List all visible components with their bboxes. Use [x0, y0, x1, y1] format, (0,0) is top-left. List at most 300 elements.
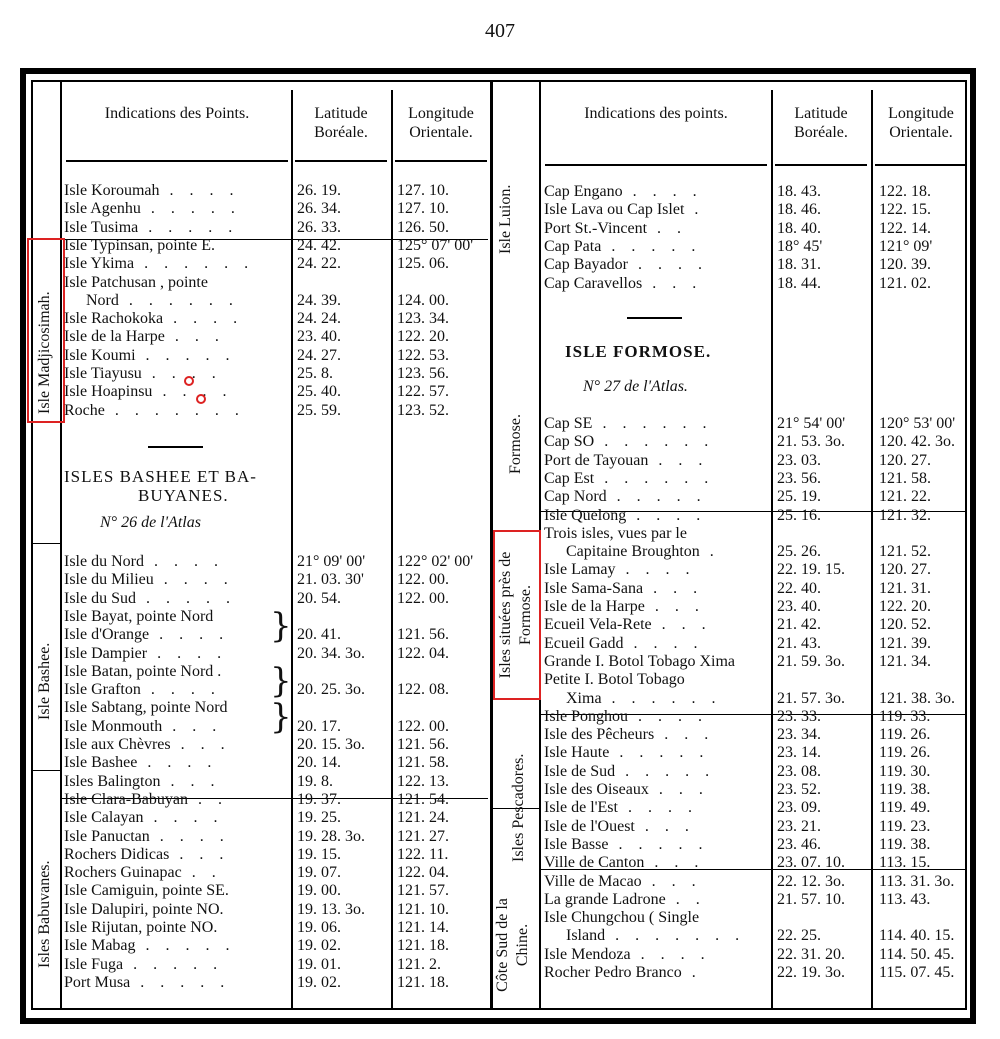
leader-dots: . . . . — [147, 644, 228, 662]
table-row — [0, 309, 1000, 328]
place-name — [544, 219, 770, 238]
leader-dots: . . . . . — [135, 937, 236, 955]
leader-dots: . . . . . — [130, 973, 231, 991]
latitude-value: 23. 46. — [777, 835, 821, 853]
latitude-value: 19. 8. — [297, 772, 333, 790]
place-name-text: Isle Lava ou Cap Islet — [544, 201, 685, 219]
longitude-value: 121. 31. — [879, 579, 931, 597]
group-label-pescadores: Isles Pescadores. — [510, 753, 527, 862]
place-name — [544, 762, 770, 781]
place-name — [544, 835, 770, 854]
place-name — [544, 469, 770, 488]
longitude-value: 121° 09' — [879, 237, 933, 255]
latitude-value: 18. 46. — [777, 201, 821, 219]
longitude-value: 121. 34. — [879, 652, 931, 670]
place-name — [544, 634, 770, 653]
longitude-value: 119. 23. — [879, 817, 931, 835]
table-row — [0, 274, 1000, 293]
table-row — [0, 579, 1000, 598]
place-name-text: Isle Grafton — [64, 681, 141, 699]
place-name — [544, 890, 770, 909]
longitude-value: 121. 2. — [397, 955, 441, 973]
group-label-pres-formose-text: Isles situées près de Formose. — [497, 551, 534, 679]
place-name-text: Roche — [64, 401, 105, 419]
latitude-value: 21° 54' 00' — [777, 415, 846, 432]
leader-dots: . . — [181, 864, 222, 882]
latitude-value: 21. 03. 30' — [297, 571, 364, 589]
latitude-value: 21. 59. 3o. — [777, 652, 845, 670]
place-name-text: Isle Calayan — [64, 809, 144, 827]
place-name-text: Isle Koumi — [64, 346, 136, 364]
longitude-value: 119. 26. — [879, 726, 931, 744]
place-name — [544, 237, 770, 256]
leader-dots: . — [699, 543, 720, 561]
longitude-value: 124. 00. — [397, 291, 449, 309]
leader-dots: . . . . — [626, 506, 707, 524]
latitude-value: 19. 13. 3o. — [297, 900, 365, 918]
longitude-value: 113. 43. — [879, 890, 931, 908]
place-name — [544, 652, 770, 671]
latitude-value: 18. 43. — [777, 183, 821, 200]
longitude-value: 120. 52. — [879, 616, 931, 634]
longitude-value: 122. 15. — [879, 201, 931, 219]
table-row — [0, 597, 1000, 616]
right-header-lon: Longitude Orientale. — [888, 105, 954, 141]
group-label-bashee: Isle Bashee. — [36, 642, 53, 720]
place-name-text: Rocher Pedro Branco — [544, 964, 682, 981]
table-row — [0, 487, 1000, 506]
place-name-text: Isle du Nord — [64, 553, 144, 570]
place-name-text: Isle Haute — [544, 744, 610, 762]
place-name — [544, 579, 770, 598]
place-name-text: Cap SO — [544, 433, 595, 451]
place-name-text: Port St.-Vincent — [544, 219, 648, 237]
place-name — [544, 451, 770, 470]
place-name-text: Isle Sama-Sana — [544, 579, 644, 597]
latitude-value: 23. 56. — [777, 469, 821, 487]
place-name-text: Isle Chungchou ( Single — [544, 909, 700, 927]
brace: } — [270, 661, 292, 701]
latitude-value: 24. 24. — [297, 310, 341, 328]
latitude-value: 25. 19. — [777, 488, 821, 506]
place-name-text: Isle de l'Est — [544, 799, 618, 817]
leader-dots: . . . . — [615, 561, 696, 579]
leader-dots: . . . — [644, 598, 705, 615]
place-name-text: Isle Agenhu — [64, 200, 141, 218]
right-header-lat: Latitude Boréale. — [794, 105, 848, 141]
latitude-value: 19. 28. 3o. — [297, 827, 365, 845]
table-row — [0, 762, 1000, 781]
latitude-value: 20. 41. — [297, 626, 341, 644]
place-name-text: Isle Koroumah — [64, 182, 160, 199]
leader-dots: . . . — [643, 579, 704, 597]
longitude-value: 120. 27. — [879, 561, 931, 579]
longitude-value: 121. 27. — [397, 827, 449, 845]
latitude-value: 25. 26. — [777, 543, 821, 561]
latitude-value: 26. 34. — [297, 200, 341, 218]
bashee-title-line2: BUYANES. — [138, 486, 229, 505]
table-row — [0, 945, 1000, 964]
place-name-text: Trois isles, vues par le — [544, 524, 687, 542]
place-name — [64, 346, 288, 365]
place-name — [544, 817, 770, 836]
longitude-value: 123. 56. — [397, 365, 449, 382]
longitude-value: 121. 32. — [879, 506, 931, 524]
latitude-value: 26. 19. — [297, 182, 341, 199]
place-name-text: Cap Caravellos — [544, 274, 643, 292]
latitude-value: 21. 57. 10. — [777, 890, 845, 908]
leader-dots: . . . — [651, 616, 712, 634]
table-row — [0, 963, 1000, 982]
table-row — [0, 414, 1000, 433]
longitude-value: 120. 42. 3o. — [879, 433, 955, 451]
place-name — [544, 524, 770, 543]
latitude-value: 20. 14. — [297, 754, 341, 772]
leader-dots: . . . . . — [606, 488, 707, 506]
place-name-text: Capitaine Broughton — [566, 543, 700, 561]
longitude-value: 114. 40. 15. — [879, 927, 955, 945]
group-label-luion: Isle Luion. — [497, 184, 514, 254]
place-name — [544, 432, 770, 451]
leader-dots: . . . . . . . — [104, 401, 245, 419]
longitude-value: 119. 38. — [879, 781, 931, 798]
place-name — [544, 487, 770, 506]
longitude-value: 122. 13. — [397, 772, 449, 790]
place-name-text: Isle Ponghou — [544, 707, 628, 725]
place-name-text: Isle Bayat, pointe Nord — [64, 607, 214, 625]
latitude-value: 23. 08. — [777, 762, 821, 780]
longitude-value: 121. 58. — [397, 754, 449, 772]
leader-dots: . . . — [634, 817, 695, 835]
leader-dots: . . . . . . . — [605, 927, 746, 945]
place-name-text: Isle Typinsan, pointe E. — [64, 236, 216, 254]
longitude-value: 125. 06. — [397, 255, 449, 273]
place-name — [64, 309, 288, 328]
leader-dots: . . . — [644, 854, 705, 872]
table-row — [0, 670, 1000, 689]
bashee-atlas: N° 26 de l'Atlas — [100, 514, 201, 531]
place-name-text: Isle Rachokoka — [64, 310, 164, 328]
place-name-text: Isle des Oiseaux — [544, 781, 649, 798]
leader-dots: . . . . . — [138, 218, 239, 236]
longitude-value: 121. 14. — [397, 919, 449, 936]
table-row — [0, 890, 1000, 909]
place-name-text: Grande I. Botol Tobago Xima — [544, 652, 735, 670]
latitude-value: 23. 21. — [777, 817, 821, 835]
header-rule — [295, 160, 387, 162]
place-name — [544, 200, 770, 219]
table-row — [0, 926, 1000, 945]
place-name-text: Isle Fuga — [64, 955, 124, 973]
header-rule — [545, 164, 767, 166]
place-name-text: Xima — [566, 689, 602, 707]
table-row — [0, 853, 1000, 872]
place-name — [544, 926, 770, 945]
place-name-text: Isles Balington — [64, 772, 161, 790]
place-name-text: Isle des Pêcheurs — [544, 726, 655, 744]
longitude-value: 122. 20. — [879, 598, 931, 615]
place-name-text: Cap Est — [544, 469, 595, 487]
latitude-value: 19. 02. — [297, 937, 341, 955]
latitude-value: 18. 44. — [777, 274, 821, 292]
longitude-value: 122. 04. — [397, 864, 449, 882]
latitude-value: 19. 00. — [297, 882, 341, 900]
longitude-value: 122. 57. — [397, 383, 449, 401]
longitude-value: 126. 50. — [397, 218, 449, 236]
place-name-text: Isle Dalupiri, pointe NO. — [64, 900, 224, 918]
place-name — [544, 414, 770, 433]
latitude-value: 23. 03. — [777, 451, 821, 469]
latitude-value: 21. 57. 3o. — [777, 689, 845, 707]
leader-dots: . . — [665, 890, 706, 908]
leader-dots: . . . — [654, 726, 715, 744]
table-row — [0, 255, 1000, 274]
leader-dots: . . . . — [149, 626, 230, 644]
leader-dots: . . . . — [630, 945, 711, 963]
leader-dots: . — [681, 964, 702, 981]
latitude-value: 18° 45' — [777, 237, 823, 255]
latitude-value: 24. 42. — [297, 236, 341, 254]
longitude-value: 121. 22. — [879, 488, 931, 506]
brace: } — [270, 697, 292, 737]
leader-dots: . . . . . — [140, 200, 241, 218]
leader-dots: . . . . . . — [594, 433, 715, 451]
place-name — [544, 670, 770, 689]
latitude-value: 19. 15. — [297, 845, 341, 863]
longitude-value: 122. 11. — [397, 845, 449, 863]
leader-dots: . . . — [641, 872, 702, 890]
place-name-text: Isle de la Harpe — [64, 328, 165, 346]
header-rule — [395, 160, 487, 162]
leader-dots: . . . . — [622, 183, 703, 200]
place-name-text: Nord — [86, 291, 119, 309]
table-row — [0, 200, 1000, 219]
latitude-value: 24. 39. — [297, 291, 341, 309]
longitude-value: 122. 00. — [397, 571, 449, 589]
group-label-formose: Formose. — [507, 414, 524, 474]
longitude-value: 122. 18. — [879, 183, 931, 200]
latitude-value: 25. 8. — [297, 365, 333, 382]
leader-dots: . . . . . . — [594, 469, 715, 487]
leader-dots: . . . . . . — [592, 415, 713, 432]
latitude-value: 20. 15. 3o. — [297, 736, 365, 753]
longitude-value: 127. 10. — [397, 182, 449, 199]
place-name — [544, 506, 770, 525]
longitude-value: 122° 02' 00' — [397, 553, 474, 570]
longitude-value: 127. 10. — [397, 200, 449, 218]
longitude-value: 113. 15. — [879, 854, 931, 872]
latitude-value: 23. 09. — [777, 799, 821, 817]
longitude-value: 125° 07' 00' — [397, 236, 474, 254]
longitude-value: 121. 18. — [397, 973, 449, 991]
leader-dots: . . . . . . — [601, 689, 722, 707]
right-header-points: Indications des points. — [584, 105, 728, 122]
place-name-text: Isle Quelong — [544, 506, 627, 524]
leader-dots: . . . — [164, 328, 225, 346]
place-name-text: Petite I. Botol Tobago — [544, 671, 685, 689]
leader-dots: . . . . — [627, 256, 708, 274]
leader-dots: . . . . — [143, 809, 224, 827]
place-name-text: Isle Panuctan — [64, 827, 150, 845]
table-row — [0, 237, 1000, 256]
place-name-text: Isle Lamay — [544, 561, 616, 579]
table-row — [0, 560, 1000, 579]
place-name — [544, 560, 770, 579]
place-name-text: Rochers Didicas — [64, 845, 170, 863]
latitude-value: 19. 06. — [297, 919, 341, 936]
latitude-value: 19. 02. — [297, 973, 341, 991]
place-name — [544, 872, 770, 891]
place-name-text: Isle Basse — [544, 835, 609, 853]
leader-dots: . . . . . — [609, 744, 710, 762]
formose-title: ISLE FORMOSE. — [565, 342, 712, 361]
longitude-value: 122. 14. — [879, 219, 931, 237]
place-name — [544, 707, 770, 726]
place-name-text: Island — [566, 927, 606, 945]
table-row — [0, 506, 1000, 525]
place-name — [544, 743, 770, 762]
leader-dots: . . . — [162, 717, 223, 735]
leader-dots: . . . . — [159, 182, 240, 199]
place-name — [544, 597, 770, 616]
longitude-value: 121. 10. — [397, 900, 449, 918]
latitude-value: 24. 22. — [297, 255, 341, 273]
place-name-text: La grande Ladrone — [544, 890, 666, 908]
longitude-value: 122. 53. — [397, 346, 449, 364]
annotation-circle — [196, 394, 206, 404]
longitude-value: 119. 26. — [879, 744, 931, 762]
latitude-value: 24. 27. — [297, 346, 341, 364]
latitude-value: 18. 40. — [777, 219, 821, 237]
place-name-text: Ville de Macao — [544, 872, 642, 890]
place-name-text: Cap Pata — [544, 237, 602, 255]
group-label-cote-chine-text: Côte Sud de la Chine. — [494, 898, 531, 992]
page-number: 407 — [485, 20, 515, 42]
place-name — [544, 963, 770, 982]
latitude-value: 19. 07. — [297, 864, 341, 882]
table-row — [0, 689, 1000, 708]
place-name-text: Isle Batan, pointe Nord . — [64, 662, 222, 680]
table-row — [0, 219, 1000, 238]
table-row — [0, 615, 1000, 634]
leader-dots: . . . . — [143, 553, 224, 570]
place-name-text: Isle Camiguin, pointe SE. — [64, 882, 229, 900]
place-name-text: Isle Hoapinsu — [64, 383, 153, 401]
latitude-value: 20. 34. 3o. — [297, 644, 365, 662]
leader-dots: . . . . — [617, 799, 698, 817]
latitude-value: 23. 14. — [777, 744, 821, 762]
left-header-lat: Latitude Boréale. — [314, 105, 368, 141]
latitude-value: 25. 40. — [297, 383, 341, 401]
place-name — [544, 725, 770, 744]
left-header-points: Indications des Points. — [104, 105, 250, 122]
longitude-value: 119. 38. — [879, 835, 931, 853]
leader-dots: . — [684, 201, 705, 219]
table-row — [0, 780, 1000, 799]
longitude-value: 123. 52. — [397, 401, 449, 419]
longitude-value: 123. 34. — [397, 310, 449, 328]
latitude-value: 23. 52. — [777, 781, 821, 798]
longitude-value: 121. 54. — [397, 790, 449, 808]
table-row — [0, 469, 1000, 488]
place-name-text: Isle aux Chèvres — [64, 736, 171, 753]
table-row — [0, 432, 1000, 451]
place-name — [544, 255, 770, 274]
table-row — [0, 817, 1000, 836]
place-name — [64, 364, 288, 383]
place-name-text: Ecueil Gadd — [544, 634, 624, 652]
place-name-text: Ecueil Vela-Rete — [544, 616, 652, 634]
leader-dots: . . . . — [623, 634, 704, 652]
longitude-value: 122. 00. — [397, 589, 449, 607]
place-name — [544, 542, 770, 561]
place-name-text: Isle du Sud — [64, 589, 136, 607]
latitude-value: 18. 31. — [777, 256, 821, 274]
table-row — [0, 798, 1000, 817]
longitude-value: 121. 56. — [397, 736, 449, 753]
table-row — [0, 872, 1000, 891]
longitude-value: 121. 38. 3o. — [879, 689, 955, 707]
latitude-value: 20. 54. — [297, 589, 341, 607]
table-row — [0, 707, 1000, 726]
latitude-value: 26. 33. — [297, 218, 341, 236]
place-name-text: Isle Ykima — [64, 255, 135, 273]
longitude-value: 120° 53' 00' — [879, 415, 956, 432]
place-name-text: Isle Bashee — [64, 754, 138, 772]
latitude-value: 19. 37. — [297, 790, 341, 808]
longitude-value: 122. 04. — [397, 644, 449, 662]
leader-dots: . . . — [648, 781, 709, 798]
latitude-value: 23. 33. — [777, 707, 821, 725]
place-name-text: Isle de la Harpe — [544, 598, 645, 615]
header-rule — [66, 160, 288, 162]
longitude-value: 121. 18. — [397, 937, 449, 955]
place-name — [544, 274, 770, 293]
longitude-value: 115. 07. 45. — [879, 964, 955, 981]
place-name-text: Isle du Milieu — [64, 571, 154, 589]
latitude-value: 25. 59. — [297, 401, 341, 419]
table-row — [0, 634, 1000, 653]
leader-dots: . . . . . . — [118, 291, 239, 309]
longitude-value: 119. 49. — [879, 799, 931, 817]
leader-dots: . . . . — [153, 571, 234, 589]
latitude-value: 22. 40. — [777, 579, 821, 597]
longitude-value: 121. 56. — [397, 626, 449, 644]
table-row — [0, 346, 1000, 365]
table-row — [0, 364, 1000, 383]
annotation-circle — [184, 376, 194, 386]
place-name-text: Cap Bayador — [544, 256, 628, 274]
place-name-text: Isle d'Orange — [64, 626, 150, 644]
longitude-value: 122. 00. — [397, 717, 449, 735]
latitude-value: 22. 19. 15. — [777, 561, 845, 579]
formose-atlas: N° 27 de l'Atlas. — [583, 378, 688, 395]
place-name — [544, 798, 770, 817]
place-name — [544, 780, 770, 799]
latitude-value: 21. 42. — [777, 616, 821, 634]
latitude-value: 22. 12. 3o. — [777, 872, 845, 890]
longitude-value: 114. 50. 45. — [879, 945, 955, 963]
longitude-value: 119. 30. — [879, 762, 931, 780]
table-row — [0, 382, 1000, 401]
table-row — [0, 182, 1000, 201]
header-rule — [875, 164, 967, 166]
header-rule — [775, 164, 867, 166]
longitude-value: 121. 39. — [879, 634, 931, 652]
place-name — [64, 291, 288, 310]
place-name — [64, 382, 288, 401]
latitude-value: 25. 16. — [777, 506, 821, 524]
